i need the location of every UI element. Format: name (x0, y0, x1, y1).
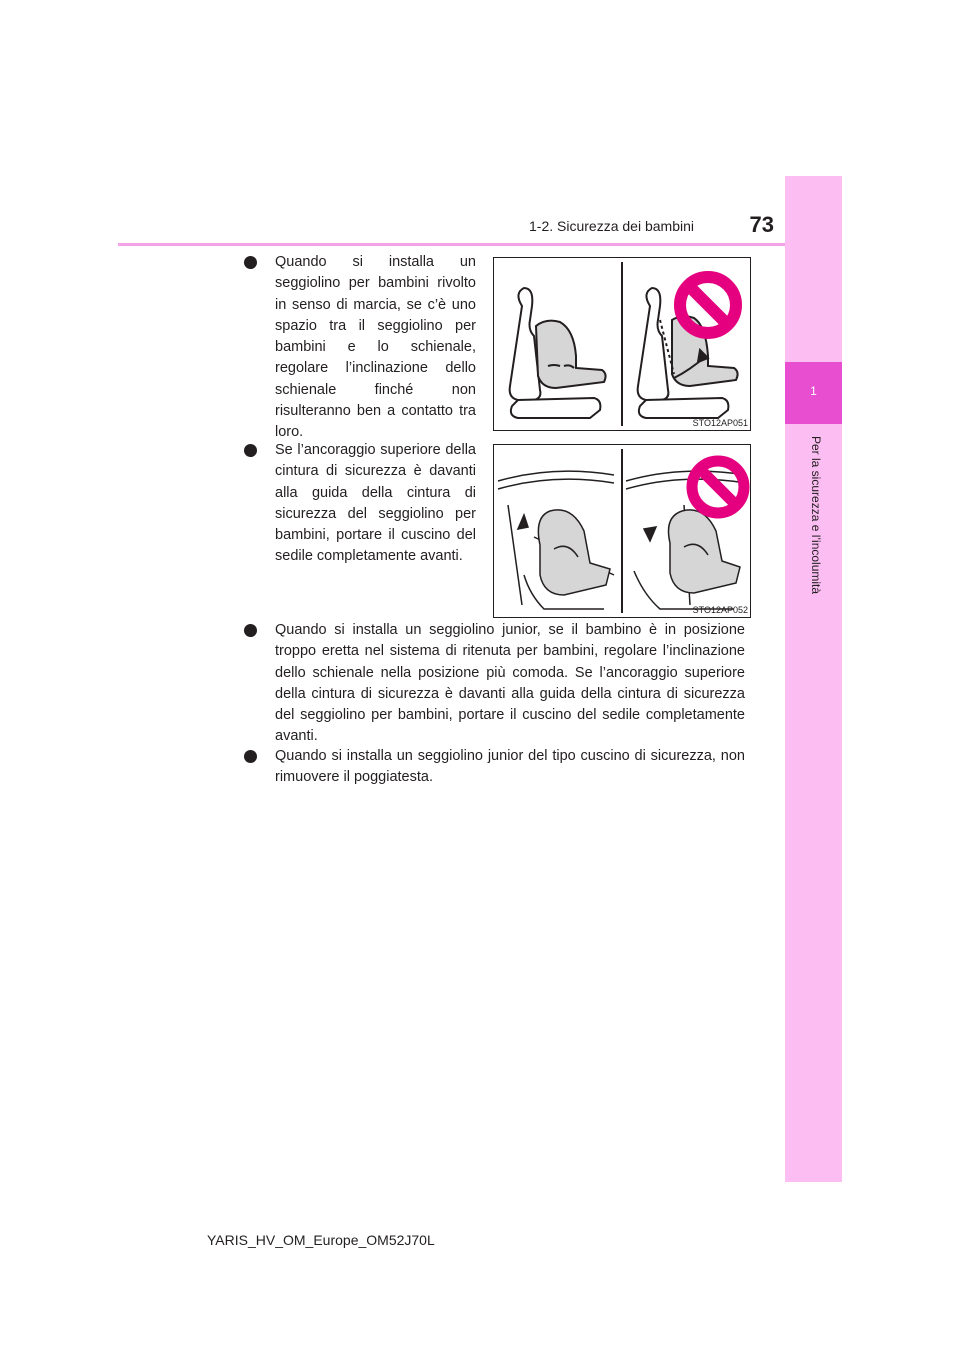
bullet-item (244, 440, 476, 568)
bullet-text: Se l’ancoraggio superiore della cintura di sicurezza è davanti alla guida della cintura di sicurezza del seggiolino per bambini, portare il cuscino del sedile completamente avanti. (275, 442, 476, 565)
seat-drawing-incorrect (638, 288, 738, 418)
figure-code: STO12AP052 (692, 605, 748, 615)
side-tab-number: 1 (810, 384, 817, 398)
figure-code: STO12AP051 (692, 418, 748, 428)
figure-seat-backrest (493, 257, 751, 431)
bullet-item (244, 252, 476, 444)
figure-car-interior (493, 444, 751, 618)
prohibition-icon (680, 277, 736, 333)
side-band (785, 176, 842, 1182)
side-tab-title: Per la sicurezza e l’incolumità (809, 436, 823, 595)
seat-drawing-correct (510, 288, 606, 418)
footer-doc-id: YARIS_HV_OM_Europe_OM52J70L (207, 1232, 435, 1248)
bullet-dot-icon (244, 624, 257, 637)
bullet-item (244, 620, 745, 748)
bullet-dot-icon (244, 256, 257, 269)
car-interior-drawing-correct (498, 471, 614, 609)
header-section-title: 1-2. Sicurezza dei bambini (529, 218, 694, 234)
bullet-item (244, 746, 745, 789)
bullet-dot-icon (244, 444, 257, 457)
header-rule (118, 243, 840, 246)
bullet-text: Quando si installa un seggiolino junior, se il bambino è in posizione troppo eretta nel sistema di ritenuta per bambini, regolare l’inclinazione dello schienale nella posizione più comoda. Se l’ancoraggio superiore della cintura di sicurezza è davanti alla guida della cintura di sicurezza del seggiolino per bambini, portare il cuscino del sedile completamente avanti. (275, 622, 745, 745)
bullet-text: Quando si installa un seggiolino junior del tipo cuscino di sicurezza, non rimuovere il poggiatesta. (275, 748, 745, 786)
page-number: 73 (749, 212, 774, 237)
prohibition-icon (692, 461, 744, 513)
bullet-text: Quando si installa un seggiolino per bambini rivolto in senso di marcia, se c’è uno spazio tra il seggiolino per bambini e lo schienale, regolare l’inclinazione dello schienale finché non risulteranno ben a contatto tra loro. (275, 254, 476, 441)
bullet-dot-icon (244, 750, 257, 763)
